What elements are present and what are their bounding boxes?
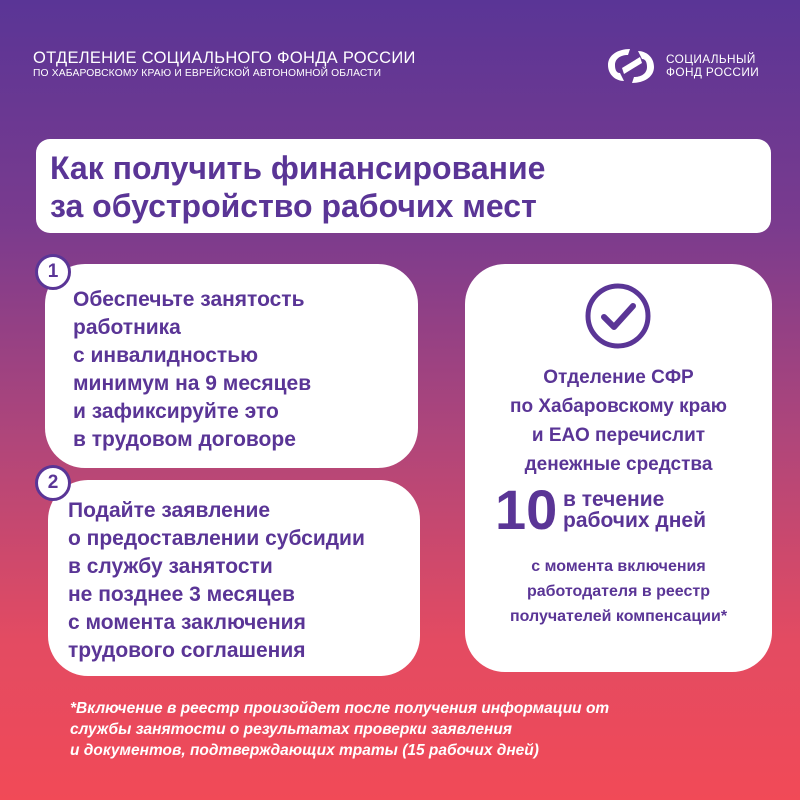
days-number: 10 bbox=[495, 478, 558, 541]
step-number-badge-2: 2 bbox=[35, 465, 71, 501]
check-circle-icon bbox=[584, 282, 652, 350]
org-name-line2: ПО ХАБАРОВСКОМУ КРАЮ И ЕВРЕЙСКОЙ АВТОНОМНОЙ ОБЛАСТИ bbox=[33, 68, 382, 79]
sfr-logo-icon bbox=[600, 43, 662, 89]
result-main-text: Отделение СФР по Хабаровскому краю и ЕАО перечислит денежные средства bbox=[509, 367, 728, 475]
org-name-line1: ОТДЕЛЕНИЕ СОЦИАЛЬНОГО ФОНДА РОССИИ bbox=[33, 49, 416, 67]
logo-text: СОЦИАЛЬНЫЙ ФОНД РОССИИ bbox=[666, 52, 760, 79]
footnote: *Включение в реестр произойдет после получения информации от службы занятости о результатах проверки заявления и документов, подтверждающих траты (15 рабочих дней) bbox=[70, 700, 610, 759]
days-label: в течение рабочих дней bbox=[563, 488, 707, 532]
step-number-badge-1: 1 bbox=[35, 254, 71, 290]
step-1-text: Обеспечьте занятость работника с инвалидностью минимум на 9 месяцев и зафиксируйте это в трудовом договоре bbox=[73, 288, 312, 451]
sfr-logo bbox=[600, 43, 759, 89]
result-sub-text: с момента включения работодателя в реестр получателей компенсации* bbox=[509, 558, 728, 625]
title-card bbox=[36, 139, 771, 233]
page-title: Как получить финансирование за обустройство рабочих мест bbox=[50, 150, 546, 224]
org-name bbox=[33, 49, 416, 80]
step-2-text: Подайте заявление о предоставлении субсидии в службу занятости не позднее 3 месяцев с момента заключения трудового соглашения bbox=[68, 499, 365, 662]
